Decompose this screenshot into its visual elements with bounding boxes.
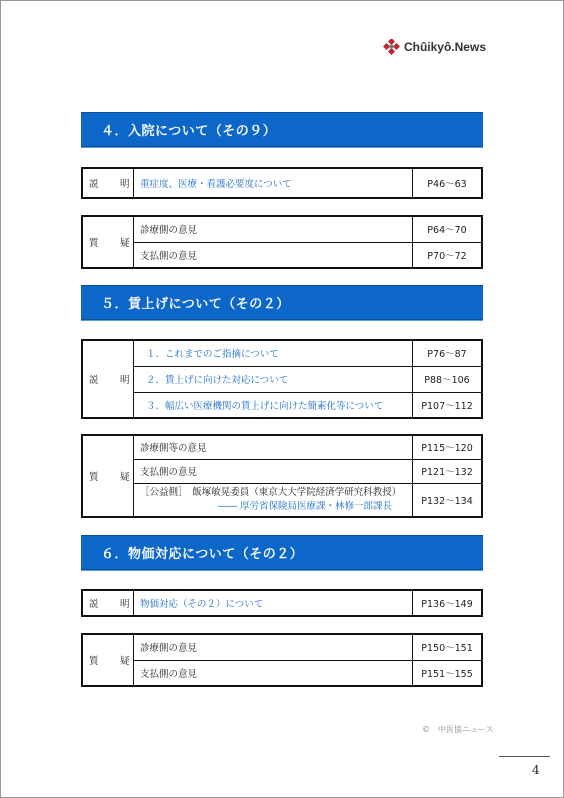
explanation-label: 説 明	[82, 168, 134, 198]
table-row	[82, 168, 482, 198]
page-range: P150～151	[413, 634, 483, 660]
section-4-explanation-table	[81, 167, 483, 199]
page-range: P70～72	[413, 242, 483, 268]
page-range: P151～155	[413, 660, 483, 686]
explanation-item[interactable]: ３．幅広い医療機関の賃上げに向けた簡素化等について	[134, 392, 413, 418]
section-5-questions-table	[81, 434, 483, 518]
question-item: 支払側の意見	[134, 242, 413, 268]
explanation-item[interactable]: 重症度、医療・看護必要度について	[134, 168, 413, 198]
diamond-logo-icon	[383, 39, 401, 55]
brand-logo	[383, 39, 486, 55]
page-range: P132～134	[413, 483, 483, 517]
question-item: 支払側の意見	[134, 459, 413, 483]
section-4-header: ４．入院について（その９）	[81, 112, 483, 147]
responder-name: ―― 厚労省保険局医療課・林修一郎課長	[217, 500, 392, 512]
section-5-header: ５．賃上げについて（その２）	[81, 285, 483, 320]
page-range: P136～149	[413, 590, 483, 616]
section-4-questions-table	[81, 215, 483, 269]
table-row	[82, 483, 482, 517]
explanation-label: 説 明	[82, 590, 134, 616]
table-row	[82, 366, 482, 392]
question-item: 診療側等の意見	[134, 435, 413, 459]
explanation-item[interactable]: １．これまでのご指摘について	[134, 340, 413, 366]
question-item: 診療側の意見	[134, 216, 413, 242]
table-row	[82, 435, 482, 459]
table-row	[82, 242, 482, 268]
page-range: P121～132	[413, 459, 483, 483]
section-6-explanation-table	[81, 589, 483, 617]
table-row	[82, 634, 482, 660]
table-row	[82, 216, 482, 242]
page-number: 4	[532, 763, 540, 777]
question-item-public	[134, 483, 413, 517]
copyright-notice: © 中医協ニュース	[422, 725, 494, 734]
page-number-rule	[499, 756, 550, 757]
table-row	[82, 392, 482, 418]
page-range: P76～87	[413, 340, 483, 366]
public-member-name: ［公益側］ 飯塚敏晃委員（東京大大学院経済学研究科教授）	[140, 486, 402, 498]
table-row	[82, 459, 482, 483]
table-row	[82, 660, 482, 686]
page-range: P115～120	[413, 435, 483, 459]
questions-label: 質 疑	[82, 435, 134, 517]
page-range: P64～70	[413, 216, 483, 242]
question-item: 診療側の意見	[134, 634, 413, 660]
page-range: P107～112	[413, 392, 483, 418]
explanation-label: 説 明	[82, 340, 134, 418]
questions-label: 質 疑	[82, 216, 134, 268]
page-range: P46～63	[413, 168, 483, 198]
question-item: 支払側の意見	[134, 660, 413, 686]
table-row	[82, 590, 482, 616]
explanation-item[interactable]: 物価対応（その２）について	[134, 590, 413, 616]
section-6-header: ６．物価対応について（その２）	[81, 535, 483, 570]
questions-label: 質 疑	[82, 634, 134, 686]
table-row	[82, 340, 482, 366]
brand-name: Chûikyô.News	[403, 40, 486, 54]
explanation-item[interactable]: ２．賃上げに向けた対応について	[134, 366, 413, 392]
page-range: P88～106	[413, 366, 483, 392]
section-5-explanation-table	[81, 339, 483, 419]
section-6-questions-table	[81, 633, 483, 687]
